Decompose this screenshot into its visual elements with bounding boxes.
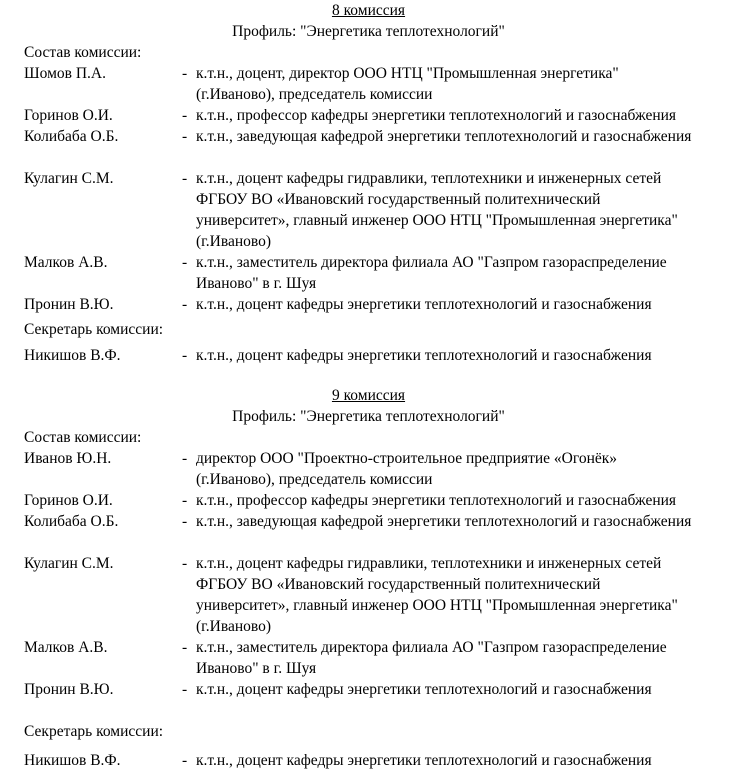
member-description: (г.Иваново), председатель комиссии xyxy=(196,86,433,103)
secretary-name: Никишов В.Ф. xyxy=(24,752,121,769)
dash: - xyxy=(182,752,188,769)
member-name: Пронин В.Ю. xyxy=(24,296,114,313)
member-description: к.т.н., доцент, директор ООО НТЦ "Промышленная энергетика" xyxy=(196,65,619,82)
secretary-name: Никишов В.Ф. xyxy=(24,347,121,364)
member-name: Горинов О.И. xyxy=(24,107,113,124)
dash: - xyxy=(182,450,188,467)
member-name: Малков А.В. xyxy=(24,254,108,271)
dash: - xyxy=(182,107,188,124)
member-description: к.т.н., доцент кафедры гидравлики, теплотехники и инженерных сетей xyxy=(196,170,662,187)
dash: - xyxy=(182,65,188,82)
commission-profile: Профиль: "Энергетика теплотехнологий" xyxy=(232,408,505,425)
dash: - xyxy=(182,170,188,187)
member-name: Колибаба О.Б. xyxy=(24,128,119,145)
member-name: Горинов О.И. xyxy=(24,492,113,509)
dash: - xyxy=(182,128,188,145)
dash: - xyxy=(182,555,188,572)
member-name: Кулагин С.М. xyxy=(24,555,114,572)
member-name: Кулагин С.М. xyxy=(24,170,114,187)
member-description: к.т.н., профессор кафедры энергетики теплотехнологий и газоснабжения xyxy=(196,492,677,509)
member-description: к.т.н., доцент кафедры энергетики теплотехнологий и газоснабжения xyxy=(196,681,652,698)
member-name: Иванов Ю.Н. xyxy=(24,450,112,467)
secretary-label: Секретарь комиссии: xyxy=(24,723,164,740)
dash: - xyxy=(182,254,188,271)
member-description: к.т.н., заведующая кафедрой энергетики теплотехнологий и газоснабжения xyxy=(196,128,692,145)
member-description: директор ООО "Проектно-строительное предприятие «Огонёк» xyxy=(196,450,618,467)
member-description: (г.Иваново), председатель комиссии xyxy=(196,471,433,488)
member-description: университет», главный инженер ООО НТЦ "Промышленная энергетика" xyxy=(196,597,678,614)
member-description: (г.Иваново) xyxy=(196,233,272,250)
secretary-description: к.т.н., доцент кафедры энергетики теплотехнологий и газоснабжения xyxy=(196,347,652,364)
dash: - xyxy=(182,639,188,656)
members-label: Состав комиссии: xyxy=(24,44,142,61)
dash: - xyxy=(182,347,188,364)
members-label: Состав комиссии: xyxy=(24,429,142,446)
dash: - xyxy=(182,681,188,698)
commission-title: 9 комиссия xyxy=(331,387,406,404)
member-description: Иваново" в г. Шуя xyxy=(196,275,317,292)
member-name: Шомов П.А. xyxy=(24,65,106,82)
member-description: ФГБОУ ВО «Ивановский государственный политехнический xyxy=(196,576,601,593)
secretary-description: к.т.н., доцент кафедры энергетики теплотехнологий и газоснабжения xyxy=(196,752,652,769)
member-description: к.т.н., профессор кафедры энергетики теплотехнологий и газоснабжения xyxy=(196,107,677,124)
member-name: Пронин В.Ю. xyxy=(24,681,114,698)
member-description: к.т.н., заведующая кафедрой энергетики теплотехнологий и газоснабжения xyxy=(196,513,692,530)
dash: - xyxy=(182,492,188,509)
member-description: университет», главный инженер ООО НТЦ "Промышленная энергетика" xyxy=(196,212,678,229)
secretary-label: Секретарь комиссии: xyxy=(24,321,164,338)
member-description: Иваново" в г. Шуя xyxy=(196,660,317,677)
member-name: Колибаба О.Б. xyxy=(24,513,119,530)
dash: - xyxy=(182,513,188,530)
member-description: к.т.н., доцент кафедры энергетики теплотехнологий и газоснабжения xyxy=(196,296,652,313)
dash: - xyxy=(182,296,188,313)
member-description: ФГБОУ ВО «Ивановский государственный политехнический xyxy=(196,191,601,208)
commission-profile: Профиль: "Энергетика теплотехнологий" xyxy=(232,23,505,40)
member-name: Малков А.В. xyxy=(24,639,108,656)
member-description: (г.Иваново) xyxy=(196,618,272,635)
commission-title: 8 комиссия xyxy=(331,2,406,19)
member-description: к.т.н., заместитель директора филиала АО "Газпром газораспределение xyxy=(196,254,667,271)
member-description: к.т.н., заместитель директора филиала АО "Газпром газораспределение xyxy=(196,639,667,656)
member-description: к.т.н., доцент кафедры гидравлики, теплотехники и инженерных сетей xyxy=(196,555,662,572)
